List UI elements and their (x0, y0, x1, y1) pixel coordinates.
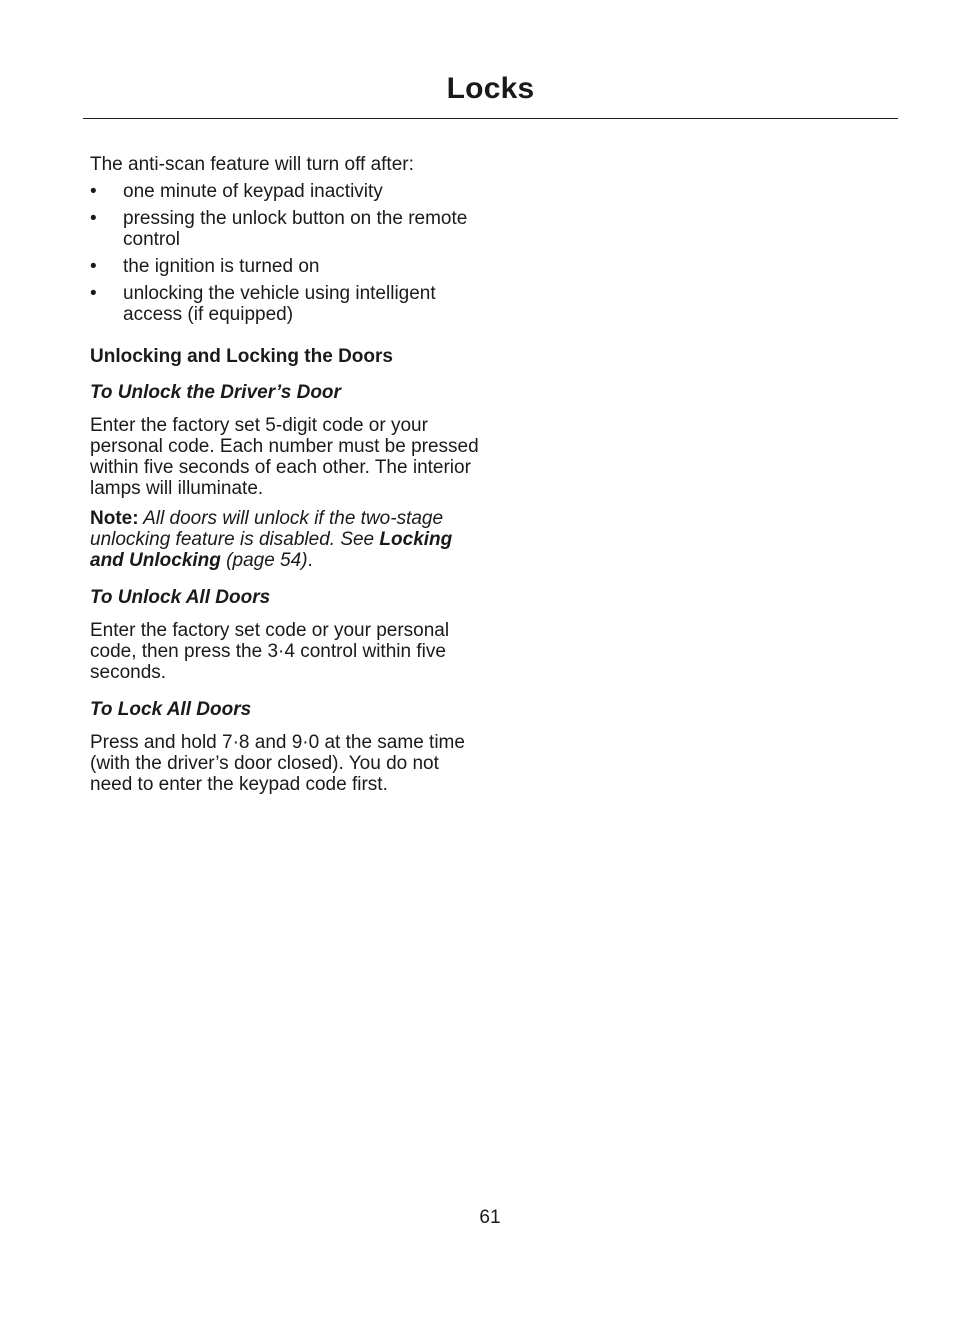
bullet-icon: • (90, 283, 97, 304)
note-text: All doors will unlock if the two-stage unlocking feature is disabled. See (90, 508, 444, 550)
note (90, 508, 480, 571)
page-title: Locks (446, 72, 535, 105)
subheading-lock-all-doors: To Lock All Doors (90, 699, 252, 720)
list-item-text: pressing the unlock button on the remote control (123, 208, 468, 250)
list-item-text: the ignition is turned on (123, 256, 320, 277)
subheading-unlock-driver-door: To Unlock the Driver’s Door (90, 382, 341, 403)
list-item (90, 208, 480, 250)
bullet-icon: • (90, 181, 97, 202)
note-link-locking-and-unlocking[interactable]: Locking and Unlocking (90, 529, 453, 571)
list-item (90, 181, 480, 202)
lock-all-doors-text: Press and hold 7·8 and 9·0 at the same time (with the driver’s door closed). You do not need to enter the keypad code first. (90, 732, 465, 795)
bullet-icon: • (90, 256, 97, 277)
main-content (90, 154, 480, 804)
note-end: . (307, 550, 313, 571)
subheading-unlock-all-doors: To Unlock All Doors (90, 587, 271, 608)
section-heading: Unlocking and Locking the Doors (90, 346, 393, 367)
note-label: Note: (90, 508, 139, 529)
list-item-text: unlocking the vehicle using intelligent access (if equipped) (123, 283, 436, 325)
page-number: 61 (479, 1207, 501, 1228)
intro-text: The anti-scan feature will turn off after: (90, 154, 414, 175)
bullet-icon: • (90, 208, 97, 229)
list-item (90, 256, 480, 277)
anti-scan-list (90, 181, 480, 325)
list-item (90, 283, 480, 325)
unlock-all-doors-text: Enter the factory set code or your personal code, then press the 3·4 control within five seconds. (90, 620, 450, 683)
page-header (83, 70, 898, 119)
unlock-driver-door-text: Enter the factory set 5-digit code or your personal code. Each number must be pressed within five seconds of each other. The interior lamps will illuminate. (90, 415, 479, 499)
list-item-text: one minute of keypad inactivity (123, 181, 383, 202)
note-page-ref: (page 54) (220, 550, 308, 571)
